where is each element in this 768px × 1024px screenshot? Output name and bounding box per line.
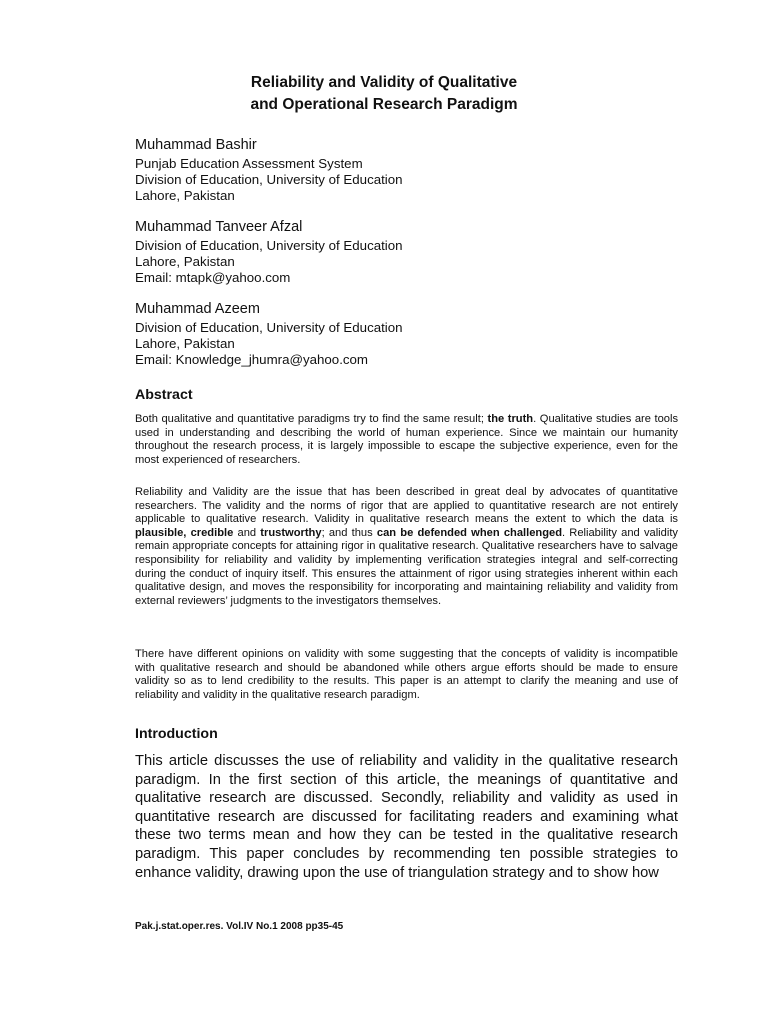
author-affiliation: Division of Education, University of Education: [135, 172, 403, 187]
author-address: Lahore, Pakistan: [135, 254, 235, 269]
title-line-1: Reliability and Validity of Qualitative: [250, 74, 518, 91]
author-name: Muhammad Bashir: [135, 137, 257, 153]
author-affiliation: Division of Education, University of Education: [135, 238, 403, 253]
author-name: Muhammad Tanveer Afzal: [135, 219, 303, 235]
title-line-2: and Operational Research Paradigm: [250, 96, 518, 113]
author-affiliation: Division of Education, University of Education: [135, 320, 403, 335]
author-email: Email: mtapk@yahoo.com: [135, 270, 291, 285]
journal-citation-footer: Pak.j.stat.oper.res. Vol.IV No.1 2008 pp35-45: [135, 921, 344, 932]
author-affiliation: Punjab Education Assessment System: [135, 156, 363, 171]
abstract-heading: Abstract: [135, 387, 193, 403]
paper-title: [0, 72, 768, 116]
author-address: Lahore, Pakistan: [135, 188, 235, 203]
author-block-3: [135, 300, 655, 368]
abstract-paragraph-3: There have different opinions on validity with some suggesting that the concepts of validity is incompatible with qualitative research and should be abandoned while others argue efforts should be made to ensure validity so as to lend credibility to the results. This paper is an attempt to clarify the meaning and use of reliability and validity in the qualitative research paradigm.: [135, 648, 678, 701]
abstract-paragraph-2: Reliability and Validity are the issue that has been described in great deal by advocates of quantitative researchers. The validity and the norms of rigor that are applied to quantitative research are not entirely applicable to qualitative research. Validity in qualitative research means the extent to which the data is plausible, credible and trustworthy; and thus can be defended when challenged. Reliability and validity remain appropriate concepts for attaining rigor in qualitative research. Qualitative researchers have to salvage responsibility for reliability and validity by implementing verification strategies integral and self-correcting during the conduct of inquiry itself. This ensures the attainment of rigor using strategies inherent within each qualitative design, and moves the responsibility for incorporating and maintaining reliability and validity from external reviewers’ judgments to the investigators themselves.: [135, 486, 678, 607]
author-block-2: [135, 218, 655, 286]
author-block-1: [135, 136, 655, 204]
abstract-paragraph-1: Both qualitative and quantitative paradigms try to find the same result; the truth. Qualitative studies are tools used in understanding and describing the world of human experience. Since we maintain our humanity throughout the research process, it is largely impossible to escape the subjective experience, even for the most experienced of researchers.: [135, 413, 679, 466]
author-address: Lahore, Pakistan: [135, 336, 235, 351]
introduction-paragraph: This article discusses the use of reliability and validity in the qualitative research paradigm. In the first section of this article, the meanings of quantitative and qualitative research are discussed. Secondly, reliability and validity as used in quantitative research are discussed for facilitating readers and examining what these two terms mean and how they can be tested in the qualitative research paradigm. This paper concludes by recommending ten possible strategies to enhance validity, drawing upon the use of triangulation strategy and to show how: [135, 753, 678, 881]
author-email: Email: Knowledge_jhumra@yahoo.com: [135, 352, 369, 367]
author-name: Muhammad Azeem: [135, 301, 260, 317]
introduction-heading: Introduction: [135, 726, 218, 742]
